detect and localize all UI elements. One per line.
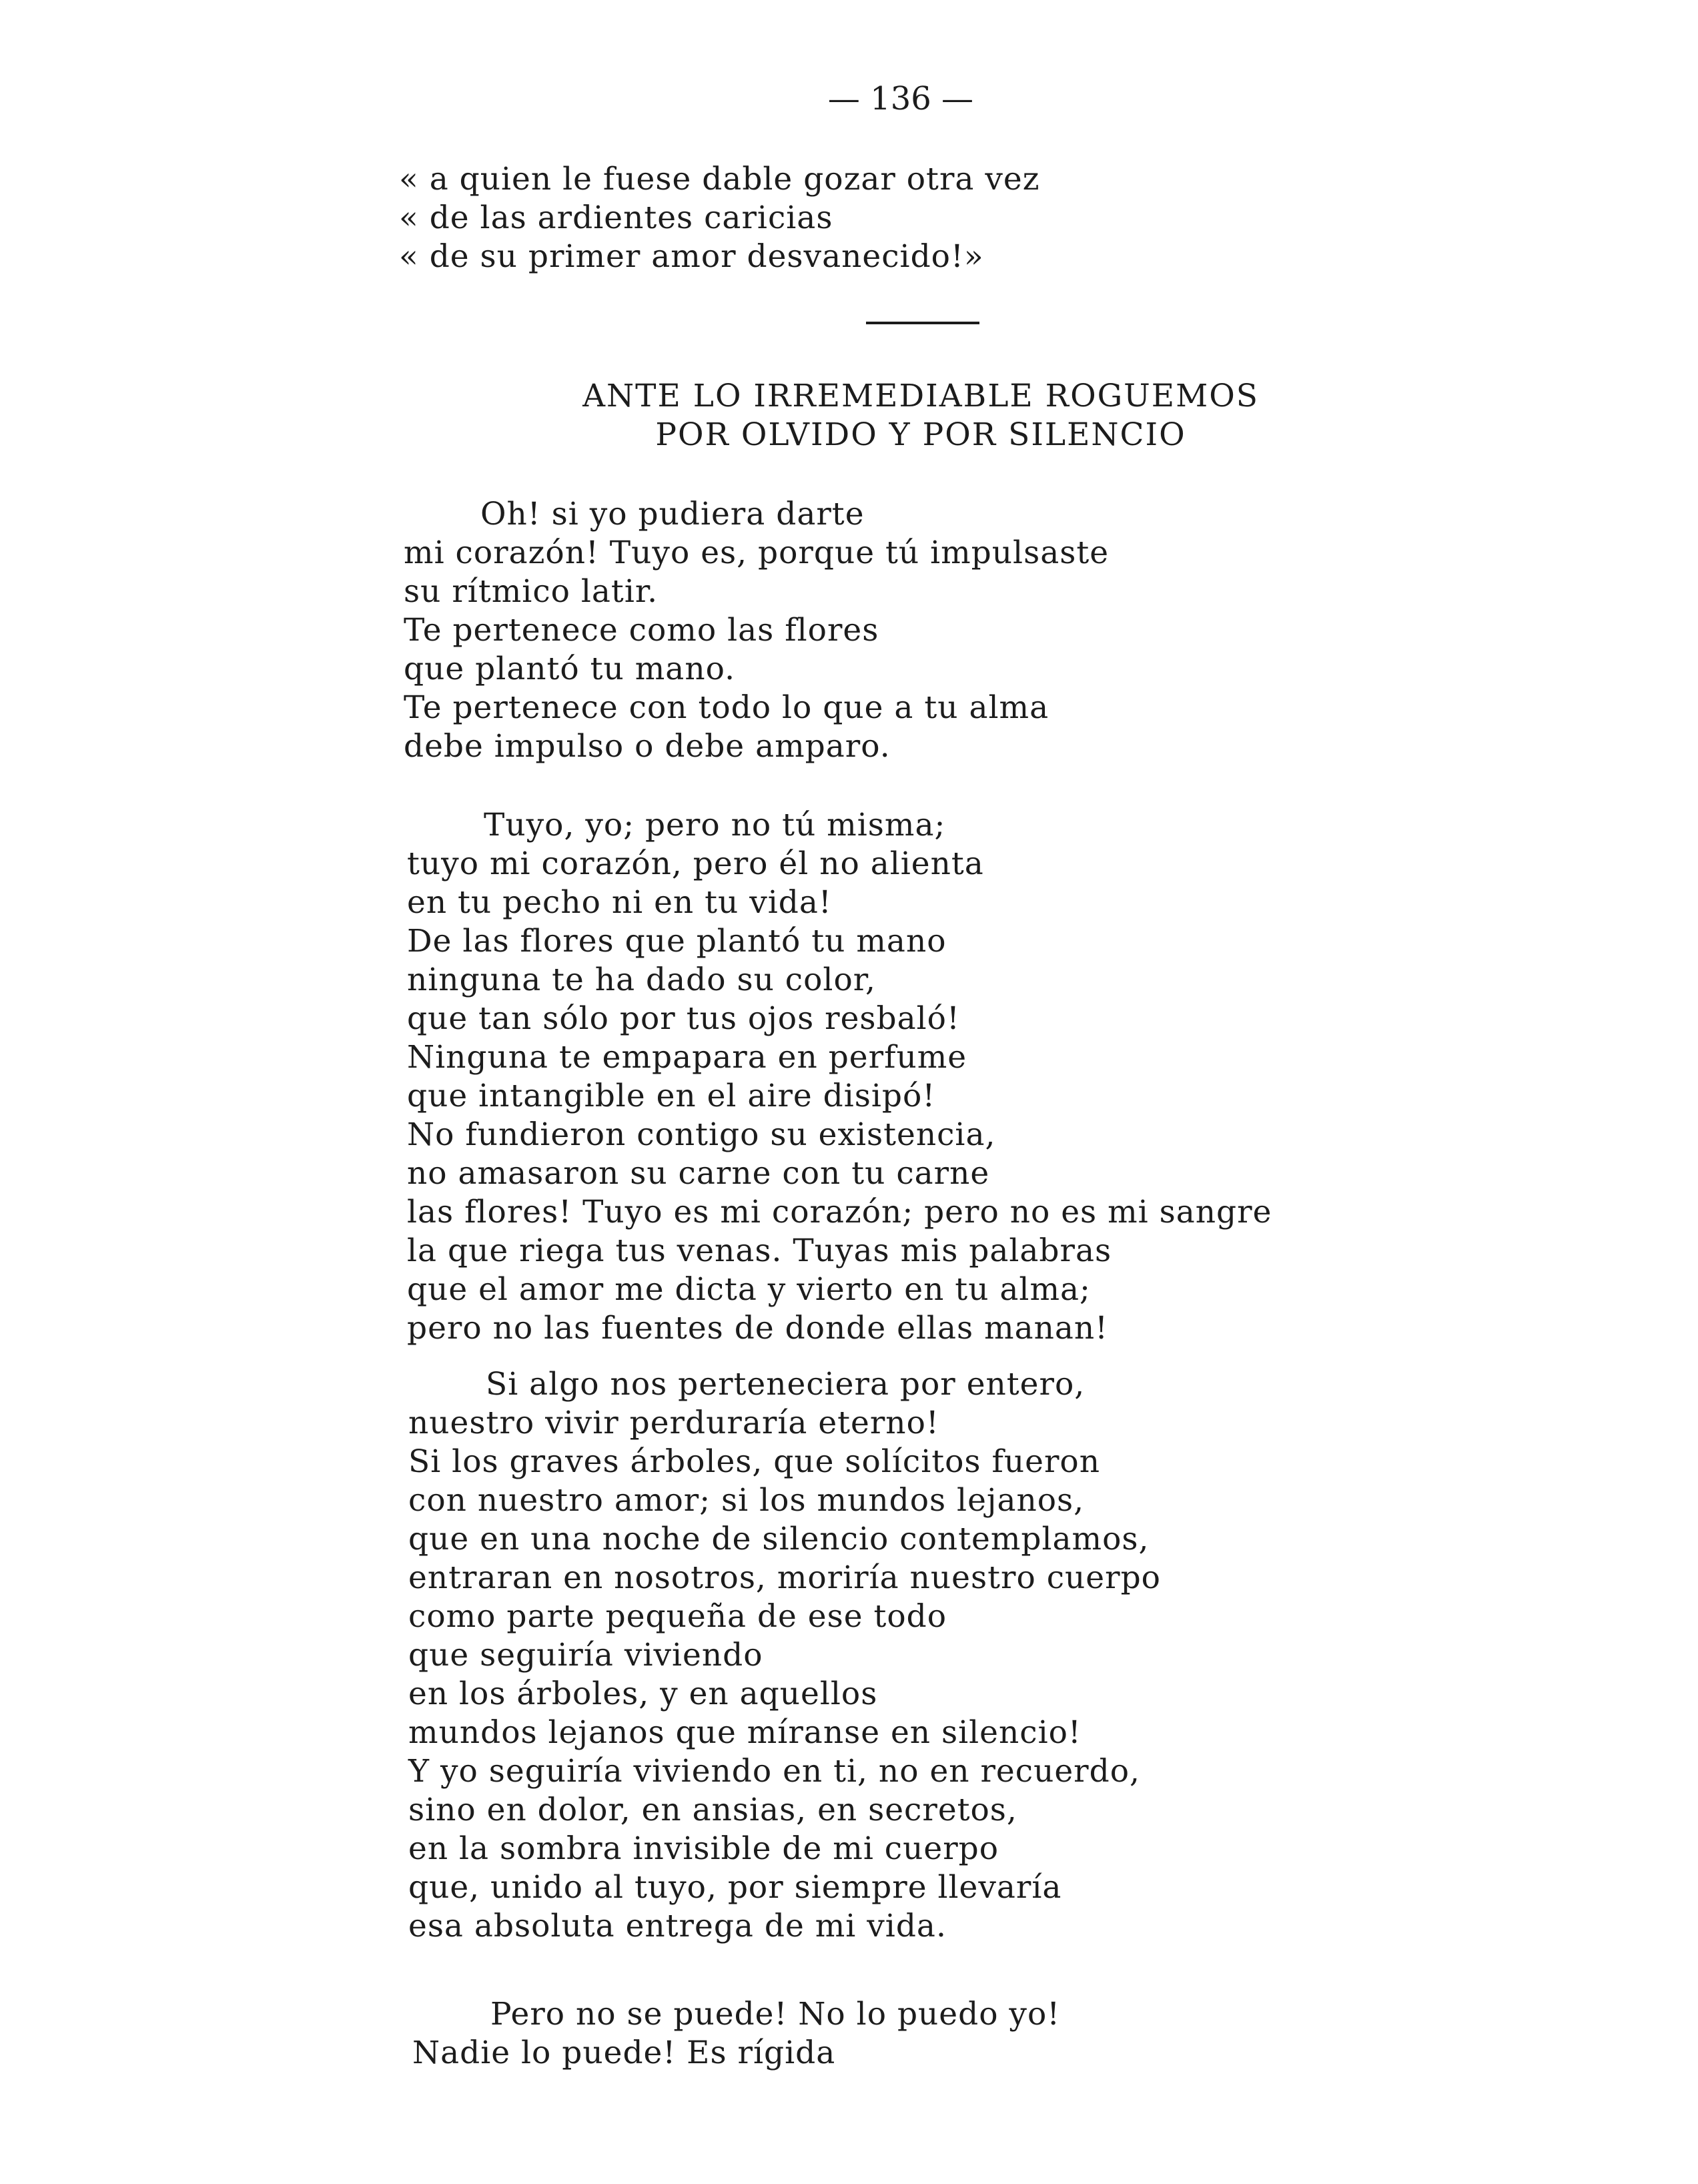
verse-line: debe impulso o debe amparo. xyxy=(404,728,891,765)
verse-line: Te pertenece como las flores xyxy=(404,612,879,649)
verse-line: las flores! Tuyo es mi corazón; pero no es mi sangre xyxy=(407,1194,1272,1230)
poem-title: ANTE LO IRREMEDIABLE ROGUEMOS xyxy=(582,378,1259,414)
verse-line: la que riega tus venas. Tuyas mis palabras xyxy=(407,1232,1112,1269)
verse-line: Y yo seguiría viviendo en ti, no en recuerdo, xyxy=(408,1753,1140,1790)
verse-line: no amasaron su carne con tu carne xyxy=(407,1155,990,1192)
quote-line: « de las ardientes caricias xyxy=(399,200,833,236)
verse-line: en la sombra invisible de mi cuerpo xyxy=(408,1830,999,1867)
quote-line: « a quien le fuese dable gozar otra vez xyxy=(399,161,1040,198)
verse-line: esa absoluta entrega de mi vida. xyxy=(408,1908,947,1944)
verse-line: en los árboles, y en aquellos xyxy=(408,1676,878,1712)
verse-line: Ninguna te empapara en perfume xyxy=(407,1039,967,1076)
verse-line: De las flores que plantó tu mano xyxy=(407,923,947,960)
verse-line: con nuestro amor; si los mundos lejanos, xyxy=(408,1482,1085,1519)
verse-line: No fundieron contigo su existencia, xyxy=(407,1116,996,1153)
section-divider xyxy=(866,322,979,324)
verse-line: que, unido al tuyo, por siempre llevaría xyxy=(408,1869,1062,1906)
verse-line: que seguiría viviendo xyxy=(408,1637,763,1674)
verse-line: Te pertenece con todo lo que a tu alma xyxy=(404,689,1049,726)
page-number: — 136 — xyxy=(827,80,974,117)
verse-line: que tan sólo por tus ojos resbaló! xyxy=(407,1000,960,1037)
verse-line: Oh! si yo pudiera darte xyxy=(480,496,865,532)
verse-line: ninguna te ha dado su color, xyxy=(407,962,876,998)
verse-line: Pero no se puede! No lo puedo yo! xyxy=(490,1996,1061,2033)
verse-line: Nadie lo puede! Es rígida xyxy=(412,2035,836,2071)
verse-line: como parte pequeña de ese todo xyxy=(408,1598,947,1635)
verse-line: mi corazón! Tuyo es, porque tú impulsaste xyxy=(404,534,1110,571)
verse-line: entraran en nosotros, moriría nuestro cuerpo xyxy=(408,1559,1161,1596)
verse-line: Si los graves árboles, que solícitos fueron xyxy=(408,1443,1100,1480)
verse-line: que el amor me dicta y vierto en tu alma; xyxy=(407,1271,1091,1308)
verse-line: que en una noche de silencio contemplamos, xyxy=(408,1521,1150,1557)
verse-line: en tu pecho ni en tu vida! xyxy=(407,884,832,921)
verse-line: nuestro vivir perduraría eterno! xyxy=(408,1405,939,1441)
verse-line: su rítmico latir. xyxy=(404,573,659,610)
verse-line: que intangible en el aire disipó! xyxy=(407,1078,936,1114)
poem-title: POR OLVIDO Y POR SILENCIO xyxy=(655,416,1186,453)
quote-line: « de su primer amor desvanecido!» xyxy=(399,238,984,275)
verse-line: pero no las fuentes de donde ellas manan! xyxy=(407,1310,1109,1347)
verse-line: que plantó tu mano. xyxy=(404,651,736,687)
verse-line: Tuyo, yo; pero no tú misma; xyxy=(484,807,946,843)
verse-line: tuyo mi corazón, pero él no alienta xyxy=(407,845,984,882)
verse-line: Si algo nos perteneciera por entero, xyxy=(486,1366,1086,1403)
verse-line: sino en dolor, en ansias, en secretos, xyxy=(408,1792,1017,1828)
verse-line: mundos lejanos que míranse en silencio! xyxy=(408,1714,1082,1751)
